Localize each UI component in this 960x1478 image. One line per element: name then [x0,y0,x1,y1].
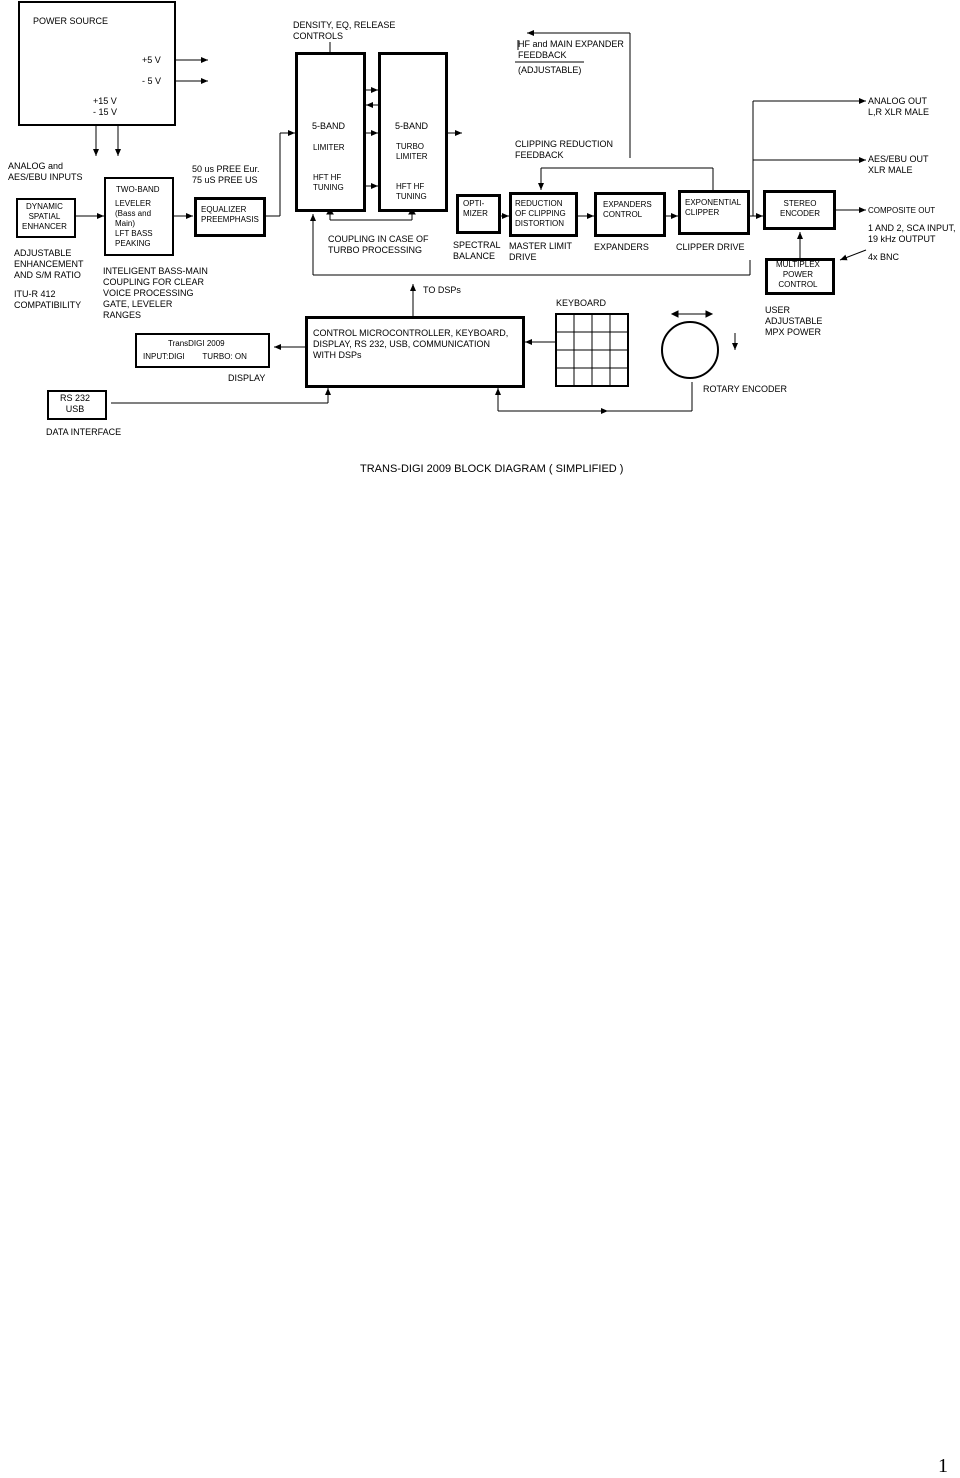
display-label: DISPLAY [228,373,266,383]
turbo-5band-label: 5-BAND [395,121,429,131]
rs232-text: RS 232 USB [60,393,91,414]
control-microcontroller-text: CONTROL MICROCONTROLLER, KEYBOARD, DISPLAY, RS 232, USB, COMMUNICATION WITH DSPs [313,328,509,360]
itu-label: ITU-R 412 COMPATIBILITY [14,289,82,310]
optimizer-text: OPTI- MIZER [463,199,488,218]
spectral-balance-label: SPECTRAL BALANCE [453,240,501,261]
data-interface-label: DATA INTERFACE [46,427,122,437]
plus5-label: +5 V [142,55,161,65]
exponential-clipper-text: EXPONENTIAL CLIPPER [685,198,742,217]
dynamic-enhancer-text: DYNAMIC SPATIAL ENHANCER [22,202,67,231]
display-line1: TransDIGI 2009 [168,339,225,348]
user-adjustable-label: USER ADJUSTABLE MPX POWER [765,305,823,337]
display-line2: INPUT:DIGI TURBO: ON [143,352,247,361]
stereo-encoder-text: STEREO ENCODER [780,199,821,218]
expanders-label: EXPANDERS [594,242,649,252]
equalizer-text: EQUALIZER PREEMPHASIS [201,205,259,224]
pree-label: 50 us PREE Eur. 75 uS PREE US [192,164,260,185]
density-controls-label: DENSITY, EQ, RELEASE CONTROLS [293,20,396,41]
multiplex-text: MULTIPLEX POWER CONTROL [776,260,820,289]
coupling-label: COUPLING IN CASE OF TURBO PROCESSING [328,234,429,255]
keyboard-label: KEYBOARD [556,298,607,308]
plus15-label: +15 V [93,96,117,106]
bnc-label: 4x BNC [868,252,900,262]
minus15-label: - 15 V [93,107,118,117]
analog-out-label: ANALOG OUT L,R XLR MALE [868,96,930,117]
to-dsps-label: TO DSPs [423,285,461,295]
rotary-encoder-label: ROTARY ENCODER [703,384,788,394]
hf-feedback-adjustable: (ADJUSTABLE) [518,65,582,75]
sca-label: 1 AND 2, SCA INPUT, 19 kHz OUTPUT [868,223,956,244]
expanders-control-text: EXPANDERS CONTROL [603,200,652,219]
limiter-5band-label: 5-BAND [312,121,346,131]
turbo-text: TURBO LIMITER HFT HF TUNING [396,142,428,201]
aes-out-label: AES/EBU OUT XLR MALE [868,154,929,175]
inteligent-label: INTELIGENT BASS-MAIN COUPLING FOR CLEAR VOICE PROCESSING GATE, LEVELER RANGES [103,266,208,320]
limiter-text: LIMITER HFT HF TUNING [313,143,345,192]
master-limit-label: MASTER LIMIT DRIVE [509,241,573,262]
analog-inputs-label: ANALOG and AES/EBU INPUTS [8,161,83,182]
hf-feedback-label: HF and MAIN EXPANDER FEEDBACK [518,39,624,60]
clipping-feedback-label: CLIPPING REDUCTION FEEDBACK [515,139,614,160]
power-source-label: POWER SOURCE [33,16,109,26]
minus5-label: - 5 V [142,76,162,86]
diagram-caption: TRANS-DIGI 2009 BLOCK DIAGRAM ( SIMPLIFIED ) [360,463,624,475]
adjustable-enhancement-label: ADJUSTABLE ENHANCEMENT AND S/M RATIO [14,248,84,280]
page-number: 1 [938,1455,948,1477]
leveler-text: LEVELER (Bass and Main) LFT BASS PEAKING [115,199,153,248]
composite-out-label: COMPOSITE OUT [868,206,936,215]
reduction-text: REDUCTION OF CLIPPING DISTORTION [515,199,566,228]
two-band-label-inner: TWO-BAND [116,185,160,194]
clipper-drive-label: CLIPPER DRIVE [676,242,745,252]
